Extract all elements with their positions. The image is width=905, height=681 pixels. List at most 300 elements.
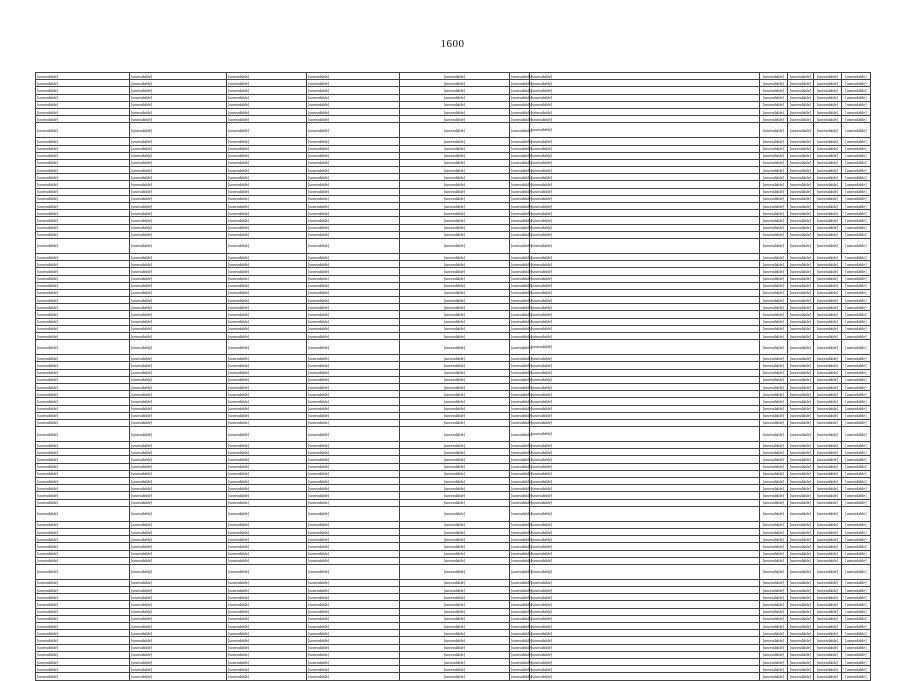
municipality-cell: [unreadable] [36,419,130,426]
table-row [36,644,871,651]
table-row [36,369,871,376]
mark-cell: [unreadable] [760,391,788,398]
work-type-cell: [unreadable] [530,174,760,181]
mark-cell: [unreadable] [760,73,788,80]
period-cell: [unreadable] [788,318,814,325]
mark-cell: [unreadable] [760,405,788,412]
house-number-cell: [unreadable] [400,217,510,224]
work-type-cell: [unreadable] [530,340,760,355]
mark-cell: [unreadable] [760,376,788,383]
year-cell: [unreadable] [511,160,533,166]
house-number-cell: [unreadable] [400,412,510,419]
table-row [36,238,871,253]
municipality-cell: [unreadable] [36,181,130,188]
work-type-cell: [unreadable] [530,528,760,535]
work-type-cell: [unreadable] [530,666,760,673]
year-cell: [unreadable] [511,276,533,282]
table-row [36,651,871,658]
settlement-cell: [unreadable] [130,637,227,644]
end-year-cell: [unreadable] [842,297,871,304]
house-number-cell: [unreadable] [400,275,510,282]
work-type-cell: [unreadable] [530,623,760,630]
locality-cell: [unreadable] [227,138,307,145]
year-cell: [unreadable] [511,500,533,506]
settlement-cell: [unreadable] [130,564,227,579]
house-number-cell: [unreadable] [400,231,510,238]
house-number-cell: [unreadable] [400,492,510,499]
mark-cell: [unreadable] [760,673,788,680]
street-cell: [unreadable] [307,275,400,282]
municipality-cell: [unreadable] [36,224,130,231]
locality-cell: [unreadable] [227,521,307,528]
work-type-cell: [unreadable] [530,398,760,405]
work-type-cell: [unreadable] [530,188,760,195]
table-row [36,311,871,318]
mark-cell: [unreadable] [760,550,788,557]
settlement-cell: [unreadable] [130,188,227,195]
start-year-cell: [unreadable] [814,87,842,94]
settlement-cell: [unreadable] [130,601,227,608]
start-year-cell: [unreadable] [814,579,842,586]
end-year-cell: [unreadable] [842,289,871,296]
table-row [36,564,871,579]
work-type-cell: [unreadable] [530,116,760,123]
mark-cell: [unreadable] [760,499,788,506]
year-cell: [unreadable] [511,616,533,622]
locality-cell: [unreadable] [227,224,307,231]
house-number-cell: [unreadable] [400,376,510,383]
municipality-cell: [unreadable] [36,87,130,94]
period-cell: [unreadable] [788,253,814,260]
settlement-cell: [unreadable] [130,463,227,470]
settlement-cell: [unreadable] [130,203,227,210]
locality-cell: [unreadable] [227,369,307,376]
municipality-cell: [unreadable] [36,594,130,601]
settlement-cell: [unreadable] [130,101,227,108]
mark-cell: [unreadable] [760,369,788,376]
locality-cell: [unreadable] [227,217,307,224]
house-number-cell: [unreadable] [400,521,510,528]
municipality-cell: [unreadable] [36,427,130,442]
house-number-cell: [unreadable] [400,630,510,637]
municipality-cell: [unreadable] [36,391,130,398]
end-year-cell: [unreadable] [842,528,871,535]
start-year-cell: [unreadable] [814,412,842,419]
mark-cell: [unreadable] [760,304,788,311]
street-cell: [unreadable] [307,217,400,224]
municipality-cell: [unreadable] [36,623,130,630]
year-cell: [unreadable] [511,254,533,260]
street-cell: [unreadable] [307,666,400,673]
mark-cell: [unreadable] [760,325,788,332]
mark-cell: [unreadable] [760,289,788,296]
mark-cell: [unreadable] [760,108,788,115]
start-year-cell: [unreadable] [814,261,842,268]
table-row [36,261,871,268]
period-cell: [unreadable] [788,550,814,557]
period-cell: [unreadable] [788,536,814,543]
end-year-cell: [unreadable] [842,587,871,594]
municipality-cell: [unreadable] [36,159,130,166]
municipality-cell: [unreadable] [36,210,130,217]
year-cell: [unreadable] [511,609,533,615]
work-type-cell: [unreadable] [530,673,760,680]
house-number-cell: [unreadable] [400,673,510,680]
mark-cell: [unreadable] [760,666,788,673]
table-row [36,282,871,289]
start-year-cell: [unreadable] [814,601,842,608]
street-cell: [unreadable] [307,101,400,108]
mark-cell: [unreadable] [760,463,788,470]
work-type-cell: [unreadable] [530,325,760,332]
start-year-cell: [unreadable] [814,123,842,138]
settlement-cell: [unreadable] [130,80,227,87]
year-cell: [unreadable] [511,406,533,412]
municipality-cell: [unreadable] [36,608,130,615]
start-year-cell: [unreadable] [814,94,842,101]
period-cell: [unreadable] [788,673,814,680]
start-year-cell: [unreadable] [814,442,842,449]
street-cell: [unreadable] [307,658,400,665]
year-cell: [unreadable] [511,326,533,332]
table-row [36,87,871,94]
locality-cell: [unreadable] [227,195,307,202]
work-type-cell: [unreadable] [530,355,760,362]
locality-cell: [unreadable] [227,391,307,398]
end-year-cell: [unreadable] [842,557,871,564]
period-cell: [unreadable] [788,174,814,181]
house-number-cell: [unreadable] [400,159,510,166]
start-year-cell: [unreadable] [814,181,842,188]
work-type-cell: [unreadable] [530,282,760,289]
table-row [36,485,871,492]
table [35,72,871,681]
end-year-cell: [unreadable] [842,275,871,282]
house-number-cell: [unreadable] [400,73,510,80]
mark-cell: [unreadable] [760,238,788,253]
mark-cell: [unreadable] [760,340,788,355]
start-year-cell: [unreadable] [814,637,842,644]
start-year-cell: [unreadable] [814,174,842,181]
settlement-cell: [unreadable] [130,492,227,499]
work-type-cell: [unreadable] [530,210,760,217]
table-row [36,658,871,665]
street-cell: [unreadable] [307,210,400,217]
municipality-cell: [unreadable] [36,282,130,289]
start-year-cell: [unreadable] [814,456,842,463]
table-row [36,521,871,528]
year-cell: [unreadable] [511,420,533,426]
end-year-cell: [unreadable] [842,492,871,499]
street-cell: [unreadable] [307,564,400,579]
house-number-cell: [unreadable] [400,101,510,108]
period-cell: [unreadable] [788,73,814,80]
mark-cell: [unreadable] [760,427,788,442]
municipality-cell: [unreadable] [36,658,130,665]
municipality-cell: [unreadable] [36,253,130,260]
municipality-cell: [unreadable] [36,383,130,390]
locality-cell: [unreadable] [227,203,307,210]
mark-cell: [unreadable] [760,478,788,485]
locality-cell: [unreadable] [227,325,307,332]
work-type-cell: [unreadable] [530,238,760,253]
mark-cell: [unreadable] [760,275,788,282]
table-row [36,203,871,210]
start-year-cell: [unreadable] [814,478,842,485]
settlement-cell: [unreadable] [130,449,227,456]
start-year-cell: [unreadable] [814,536,842,543]
locality-cell: [unreadable] [227,550,307,557]
house-number-cell: [unreadable] [400,325,510,332]
mark-cell: [unreadable] [760,282,788,289]
year-cell: [unreadable] [511,196,533,202]
table-row [36,101,871,108]
house-number-cell: [unreadable] [400,188,510,195]
house-number-cell: [unreadable] [400,528,510,535]
house-number-cell: [unreadable] [400,80,510,87]
period-cell: [unreadable] [788,557,814,564]
municipality-cell: [unreadable] [36,217,130,224]
end-year-cell: [unreadable] [842,470,871,477]
year-cell: [unreadable] [511,543,533,549]
locality-cell: [unreadable] [227,630,307,637]
settlement-cell: [unreadable] [130,391,227,398]
period-cell: [unreadable] [788,412,814,419]
table-row [36,528,871,535]
municipality-cell: [unreadable] [36,376,130,383]
house-number-cell: [unreadable] [400,123,510,138]
settlement-cell: [unreadable] [130,550,227,557]
locality-cell: [unreadable] [227,333,307,340]
table-row [36,224,871,231]
table-row [36,253,871,260]
work-type-cell: [unreadable] [530,167,760,174]
table-row [36,666,871,673]
municipality-cell: [unreadable] [36,318,130,325]
municipality-cell: [unreadable] [36,325,130,332]
work-type-cell: [unreadable] [530,362,760,369]
year-cell: [unreadable] [511,522,533,528]
year-cell: [unreadable] [511,297,533,303]
mark-cell: [unreadable] [760,318,788,325]
municipality-cell: [unreadable] [36,80,130,87]
end-year-cell: [unreadable] [842,630,871,637]
table-row [36,376,871,383]
start-year-cell: [unreadable] [814,282,842,289]
work-type-cell: [unreadable] [530,419,760,426]
settlement-cell: [unreadable] [130,536,227,543]
end-year-cell: [unreadable] [842,87,871,94]
start-year-cell: [unreadable] [814,405,842,412]
house-number-cell: [unreadable] [400,152,510,159]
work-type-cell: [unreadable] [530,485,760,492]
year-cell: [unreadable] [511,319,533,325]
house-number-cell: [unreadable] [400,369,510,376]
house-number-cell: [unreadable] [400,499,510,506]
table-row [36,73,871,80]
street-cell: [unreadable] [307,449,400,456]
work-type-cell: [unreadable] [530,492,760,499]
settlement-cell: [unreadable] [130,275,227,282]
settlement-cell: [unreadable] [130,318,227,325]
work-type-cell: [unreadable] [530,289,760,296]
start-year-cell: [unreadable] [814,195,842,202]
mark-cell: [unreadable] [760,145,788,152]
street-cell: [unreadable] [307,304,400,311]
end-year-cell: [unreadable] [842,159,871,166]
work-type-cell: [unreadable] [530,333,760,340]
period-cell: [unreadable] [788,217,814,224]
year-cell: [unreadable] [511,673,533,679]
end-year-cell: [unreadable] [842,181,871,188]
start-year-cell: [unreadable] [814,398,842,405]
mark-cell: [unreadable] [760,174,788,181]
table-row [36,231,871,238]
locality-cell: [unreadable] [227,289,307,296]
municipality-cell: [unreadable] [36,355,130,362]
house-number-cell: [unreadable] [400,87,510,94]
table-row [36,289,871,296]
table-row [36,673,871,680]
work-type-cell: [unreadable] [530,297,760,304]
settlement-cell: [unreadable] [130,217,227,224]
start-year-cell: [unreadable] [814,224,842,231]
start-year-cell: [unreadable] [814,419,842,426]
year-cell: [unreadable] [511,232,533,238]
table-row [36,630,871,637]
street-cell: [unreadable] [307,623,400,630]
year-cell: [unreadable] [511,304,533,310]
work-type-cell: [unreadable] [530,550,760,557]
year-cell: [unreadable] [511,153,533,159]
street-cell: [unreadable] [307,80,400,87]
locality-cell: [unreadable] [227,282,307,289]
end-year-cell: [unreadable] [842,333,871,340]
house-number-cell: [unreadable] [400,94,510,101]
period-cell: [unreadable] [788,224,814,231]
period-cell: [unreadable] [788,333,814,340]
mark-cell: [unreadable] [760,594,788,601]
locality-cell: [unreadable] [227,557,307,564]
start-year-cell: [unreadable] [814,658,842,665]
year-cell: [unreadable] [511,457,533,463]
end-year-cell: [unreadable] [842,673,871,680]
street-cell: [unreadable] [307,188,400,195]
house-number-cell: [unreadable] [400,623,510,630]
settlement-cell: [unreadable] [130,658,227,665]
end-year-cell: [unreadable] [842,369,871,376]
house-number-cell: [unreadable] [400,297,510,304]
settlement-cell: [unreadable] [130,325,227,332]
period-cell: [unreadable] [788,666,814,673]
settlement-cell: [unreadable] [130,159,227,166]
settlement-cell: [unreadable] [130,499,227,506]
period-cell: [unreadable] [788,427,814,442]
municipality-cell: [unreadable] [36,449,130,456]
municipality-cell: [unreadable] [36,564,130,579]
locality-cell: [unreadable] [227,94,307,101]
street-cell: [unreadable] [307,601,400,608]
mark-cell: [unreadable] [760,188,788,195]
locality-cell: [unreadable] [227,181,307,188]
work-type-cell: [unreadable] [530,449,760,456]
municipality-cell: [unreadable] [36,94,130,101]
start-year-cell: [unreadable] [814,318,842,325]
municipality-cell: [unreadable] [36,470,130,477]
end-year-cell: [unreadable] [842,123,871,138]
period-cell: [unreadable] [788,579,814,586]
municipality-cell: [unreadable] [36,528,130,535]
mark-cell: [unreadable] [760,116,788,123]
end-year-cell: [unreadable] [842,167,871,174]
mark-cell: [unreadable] [760,492,788,499]
mark-cell: [unreadable] [760,362,788,369]
street-cell: [unreadable] [307,138,400,145]
municipality-cell: [unreadable] [36,340,130,355]
table-row [36,463,871,470]
municipality-cell: [unreadable] [36,188,130,195]
year-cell: [unreadable] [511,73,533,79]
street-cell: [unreadable] [307,383,400,390]
mark-cell: [unreadable] [760,195,788,202]
end-year-cell: [unreadable] [842,340,871,355]
table-row [36,550,871,557]
year-cell: [unreadable] [511,290,533,296]
work-type-cell: [unreadable] [530,644,760,651]
street-cell: [unreadable] [307,369,400,376]
period-cell: [unreadable] [788,325,814,332]
house-number-cell: [unreadable] [400,195,510,202]
street-cell: [unreadable] [307,615,400,622]
work-type-cell: [unreadable] [530,499,760,506]
house-number-cell: [unreadable] [400,419,510,426]
locality-cell: [unreadable] [227,376,307,383]
mark-cell: [unreadable] [760,210,788,217]
table-row [36,594,871,601]
street-cell: [unreadable] [307,463,400,470]
year-cell: [unreadable] [511,645,533,651]
locality-cell: [unreadable] [227,528,307,535]
mark-cell: [unreadable] [760,412,788,419]
end-year-cell: [unreadable] [842,238,871,253]
year-cell: [unreadable] [511,630,533,636]
locality-cell: [unreadable] [227,485,307,492]
year-cell: [unreadable] [511,268,533,274]
work-type-cell: [unreadable] [530,94,760,101]
end-year-cell: [unreadable] [842,594,871,601]
mark-cell: [unreadable] [760,398,788,405]
street-cell: [unreadable] [307,159,400,166]
mark-cell: [unreadable] [760,261,788,268]
settlement-cell: [unreadable] [130,376,227,383]
locality-cell: [unreadable] [227,152,307,159]
start-year-cell: [unreadable] [814,594,842,601]
start-year-cell: [unreadable] [814,499,842,506]
period-cell: [unreadable] [788,594,814,601]
street-cell: [unreadable] [307,630,400,637]
house-number-cell: [unreadable] [400,427,510,442]
table-row [36,449,871,456]
year-cell: [unreadable] [511,370,533,376]
house-number-cell: [unreadable] [400,238,510,253]
locality-cell: [unreadable] [227,651,307,658]
settlement-cell: [unreadable] [130,673,227,680]
street-cell: [unreadable] [307,333,400,340]
work-type-cell: [unreadable] [530,506,760,521]
work-type-cell: [unreadable] [530,108,760,115]
settlement-cell: [unreadable] [130,311,227,318]
start-year-cell: [unreadable] [814,138,842,145]
